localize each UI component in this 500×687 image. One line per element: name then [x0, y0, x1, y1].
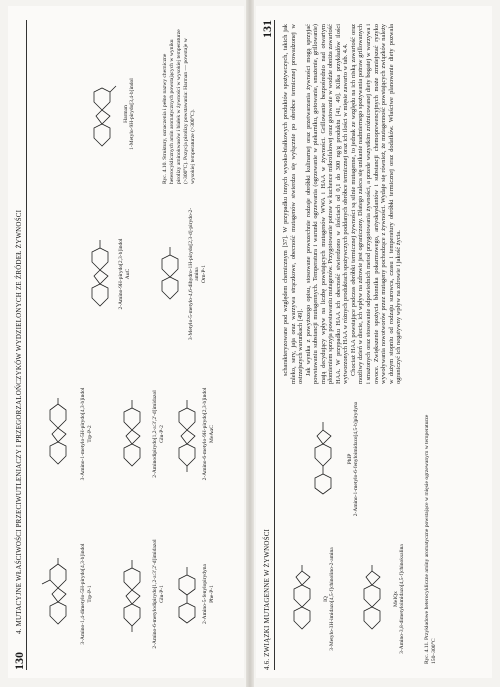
header-rule — [26, 20, 27, 670]
phe-p-1-structure-icon — [172, 559, 202, 629]
molecule-name: 2-Amino-9H-pirydo[2,3-b]indol — [118, 238, 124, 310]
paragraph: Chociaż HAA powstające podczas obróbki termicznej żywności są silnie mutagenne, to jednak ze względu na ich niską zawartość oraz możliwy dzień w diecie, ich wpływ na zdrowie jest ograniczony. Dlatego zaleca się unikanie nadmiernego spożywania potraw grillowanych i smażonych oraz stosowanie odpowiednich metod przygotowania żywności, a przede wszystkim zróżnicowanej diety bogatej w warzywa i owoce. Zwiększenie spożycia błonnika pokarmowego, antyoksydantów i substancji chemoprewencyjnych może zmniejszać ryzyko wywoływania nowotworów przez mutageny pochodzące z żywności. Wydaje się również, że mutagenność powstających związków należy w dużym stopniu od rodzaju surowca, czasu i temperatury obróbki termicznej oraz dodatków. Właściwe planowanie diety pozwala ograniczyć ich negatywny wpływ na zdrowie i jakość życia. — [349, 24, 403, 384]
molecule-abbr: Glu-P-2 — [159, 425, 165, 443]
molecule-glu-p-1 — [112, 524, 165, 664]
molecule-phip — [300, 394, 359, 524]
molecule-trp-p-1 — [36, 524, 93, 664]
aac-structure-icon — [82, 234, 118, 314]
right-page-rotated-content — [260, 10, 486, 674]
molecule-name: 2-Amino-5-fenylopirydyna — [202, 564, 208, 624]
molecule-name: 3-Amino-3,8-dimetyloimidazo[4,5-f]chinoksalina — [399, 544, 405, 654]
molecule-abbr: MeIQx — [393, 591, 399, 607]
orn-p-1-structure-icon — [152, 239, 188, 309]
molecule-phe-p-1 — [172, 524, 215, 664]
meiqx-structure-icon — [352, 561, 392, 637]
iq-structure-icon — [282, 561, 322, 637]
page-number: 130 — [12, 652, 26, 670]
molecule-abbr: Harman — [123, 105, 129, 123]
page-number: 131 — [260, 20, 274, 38]
molecule-glu-p-2 — [112, 364, 165, 504]
glu-p-1-structure-icon — [112, 554, 152, 634]
meaac-structure-icon — [172, 394, 202, 474]
molecule-name: 3-Amino-1,4-dimetylo-5H-pirydo[4,3-b]indol — [80, 543, 86, 645]
molecule-abbr: MeAαC — [209, 425, 215, 443]
figure-caption: Ryc. 4.10. Struktury, oznaczenia i pełne nazwy chemiczne heterocyklicznych amin aromatycznych powstających w wyniku pirolizy aminokwasów i białek w żywności w wysokiej temperaturze (>300°C). Pozycja pirolizy powstawania: Harman — powstaje w wysokiej temperaturze (>300°C). — [162, 29, 196, 184]
molecule-name: 2-Amino-6-metylodipirydo[1,2-a:3',2'-d]imidazol — [152, 539, 158, 649]
running-head: 4.6. ZWIĄZKI MUTAGENNE W ŻYWNOŚCI — [263, 528, 271, 670]
molecule-meiqx — [352, 534, 405, 664]
molecule-iq — [282, 534, 335, 664]
molecule-name: 2-Amino-6-metylo-9H-pirydo[2,3-b]indol — [202, 387, 208, 481]
molecule-name: 2-Amino-1-metylo-6-fenyloimidazo[4,5-b]pirydyna — [353, 401, 359, 517]
molecule-abbr: Orn-P-1 — [201, 264, 207, 284]
molecule-name: 3-Metylo-3H-imidazo[4,5-f]chinolino-2-amina — [329, 547, 335, 651]
molecule-abbr: PhIP — [347, 453, 353, 465]
trp-p-2-structure-icon — [36, 394, 80, 474]
phip-structure-icon — [300, 416, 346, 502]
molecule-abbr: Phe-P-1 — [209, 585, 215, 603]
molecule-harman — [82, 44, 135, 184]
book-gutter — [246, 0, 254, 687]
left-page — [8, 6, 244, 678]
molecule-abbr: Glu-P-1 — [159, 585, 165, 603]
molecule-abbr: AαC — [125, 268, 131, 280]
molecule-abbr: IQ — [323, 596, 329, 602]
molecule-trp-p-2 — [36, 364, 93, 504]
figure-caption: Ryc. 4.11. Przykładowe heterocykliczne aminy aromatyczne powstające w mięsie ogrzewanym w temperaturze 150–300°C — [424, 414, 437, 664]
molecule-meaac — [172, 364, 215, 504]
body-text — [282, 24, 403, 384]
molecule-abbr: Trp-P-2 — [87, 425, 93, 443]
molecule-name: 2-Aminodipirydo[1,2-a:3',2'-d]imidazol — [152, 390, 158, 478]
running-head: 4. MUTACYJNE WŁAŚCIWOŚCI PRZECIWUTLENIACZY I PRZEGORZALOŃCZYKÓW WYDZIELONYCH ZE ŹRÓDEŁ ŻYWNOŚCI — [15, 209, 23, 634]
molecule-abbr: Trp-P-1 — [87, 585, 93, 603]
harman-structure-icon — [82, 74, 122, 154]
left-page-rotated-content — [12, 10, 238, 674]
molecule-orn-p-1 — [152, 204, 207, 344]
molecule-aac — [82, 204, 131, 344]
glu-p-2-structure-icon — [112, 394, 152, 474]
molecule-name: 1-Metylo-9H-pirydo[3,4-b]indol — [129, 78, 135, 150]
trp-p-1-structure-icon — [36, 554, 80, 634]
paragraph: scharakteryzowane pod względem chemicznym [37]. W przypadku innych wysoko-białkowych produktów spożywczych, takich jak mleko, sery, jaja oraz warzywa strączkowe, obecność mutagenów stwierdza się wyłącznie po obróbce termicznej prowadzonej w ostrzejszych warunkach [49]. — [282, 24, 305, 384]
molecule-name: 3-Metylo-5-metylo-4,6-dihydro-1H-pirydo[2,3-d]-pirydo-2-amina — [188, 207, 200, 341]
right-page — [256, 6, 492, 678]
header-rule — [274, 20, 275, 670]
paragraph: Jak wynika z powyższego opisu, stosowane powszechnie rodzaje obróbki kulinarnej oraz przetwarzania żywności mogą sprzyjać powstawaniu substancji mutagennych. Temperatura i warunki ogrzewania (ogrzewanie w piekarniku, gotowanie, smażenie, grillowanie) mają decydujący wpływ na liczbę powstających mutagenów WWA i HAA w żywności. Grillowanie bezpośrednio nad otwartym płomieniem sprzyja powstawaniu mutagenów. Przygotowanie potraw w kuchence mikrofalowej oraz gotowanie w wodzie obniża zawartość HAA. W przypadku HAA ich obecność stwierdzono w ilościach od 0,1 do 300 ng/g produktu [41, 49]. Kilka przykładów ilości wytworzonych HAA w różnych produktach spożywczych poddanych obróbce termicznej oraz ich ilości w mięsie zawarto w tab. 4.4. — [304, 24, 350, 384]
molecule-name: 3-Amino-1-metylo-5H-pirydo[4,3-b]indol — [80, 387, 86, 481]
